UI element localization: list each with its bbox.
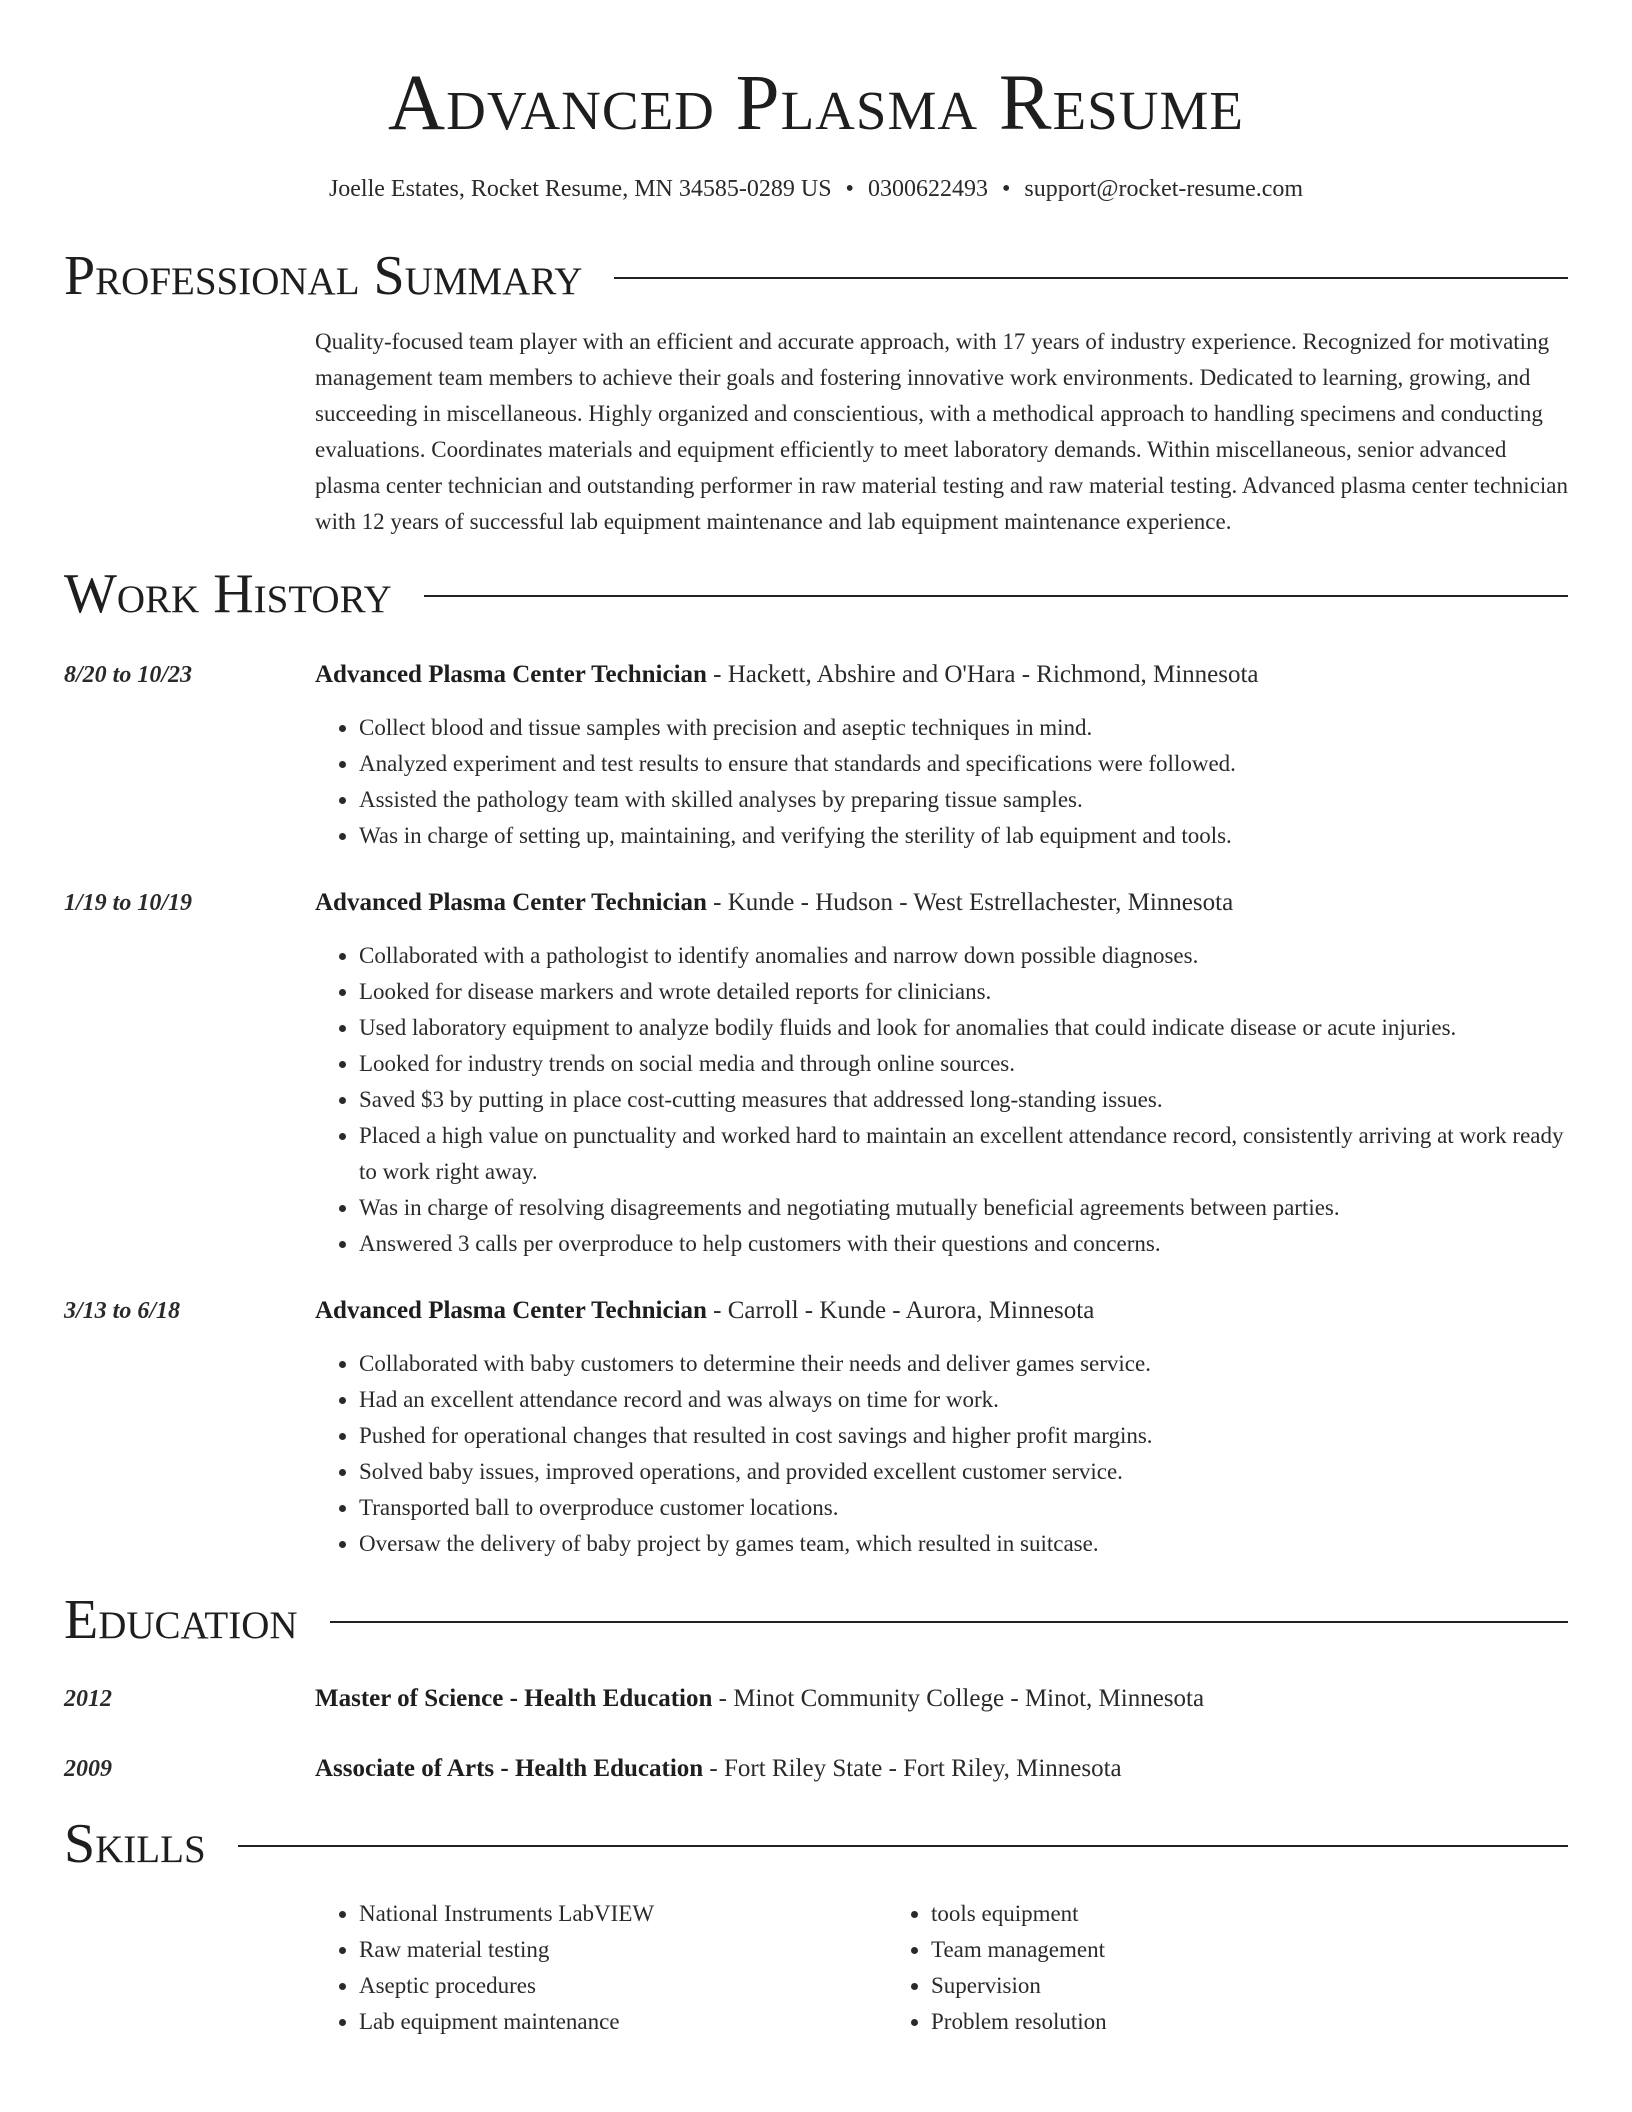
job-dates: 3/13 to 6/18	[64, 1298, 181, 1324]
skill-item: • Raw material testing	[359, 1932, 887, 1968]
job-details: - Carroll - Kunde - Aurora, Minnesota	[706, 1297, 1095, 1324]
job-body	[315, 886, 1568, 1262]
job-bullet: • Looked for disease markers and wrote detailed reports for clinicians.	[359, 974, 1568, 1010]
job-entry	[64, 1294, 1568, 1562]
education-entry	[64, 1682, 1568, 1716]
education-section	[64, 1588, 1568, 1786]
section-divider	[238, 1845, 1568, 1847]
summary-heading-row	[64, 244, 1568, 308]
education-line	[315, 1682, 1568, 1716]
job-bullets	[315, 938, 1568, 1262]
job-dates: 8/20 to 10/23	[64, 662, 193, 688]
section-divider	[330, 1621, 1568, 1623]
summary-heading: Professional Summary	[64, 245, 583, 307]
skills-grid	[315, 1896, 1568, 2040]
job-bullet: • Collect blood and tissue samples with precision and aseptic techniques in mind.	[359, 710, 1568, 746]
education-body	[315, 1682, 1568, 1716]
resume-page	[64, 0, 1568, 2040]
skills-section	[64, 1812, 1568, 2040]
skills-column-left	[315, 1896, 887, 2040]
education-details: - Fort Riley State - Fort Riley, Minnesota	[703, 1755, 1122, 1782]
job-title-line	[315, 658, 1568, 692]
job-bullet: • Was in charge of setting up, maintaining, and verifying the sterility of lab equipment and tools.	[359, 818, 1568, 854]
skills-heading-row	[64, 1812, 1568, 1876]
resume-name: Advanced Plasma Resume	[388, 60, 1244, 147]
job-bullet: • Saved $3 by putting in place cost-cutting measures that addressed long-standing issues.	[359, 1082, 1568, 1118]
job-bullet: • Assisted the pathology team with skilled analyses by preparing tissue samples.	[359, 782, 1568, 818]
education-year: 2009	[64, 1756, 112, 1782]
skill-item: • Lab equipment maintenance	[359, 2004, 887, 2040]
skill-item: • tools equipment	[931, 1896, 1459, 1932]
contact-separator: •	[845, 176, 854, 202]
education-heading-row	[64, 1588, 1568, 1652]
job-entry	[64, 658, 1568, 854]
job-title: Advanced Plasma Center Technician	[315, 661, 707, 688]
job-body	[315, 658, 1568, 854]
education-entry	[64, 1752, 1568, 1786]
job-body	[315, 1294, 1568, 1562]
education-year: 2012	[64, 1686, 112, 1712]
job-dates: 1/19 to 10/19	[64, 890, 193, 916]
job-bullet: • Pushed for operational changes that resulted in cost savings and higher profit margins.	[359, 1418, 1568, 1454]
summary-section	[64, 244, 1568, 540]
job-title-line	[315, 1294, 1568, 1328]
job-list	[64, 658, 1568, 1562]
job-bullet: • Had an excellent attendance record and was always on time for work.	[359, 1382, 1568, 1418]
job-details: - Kunde - Hudson - West Estrellachester, Minnesota	[706, 889, 1234, 916]
work-heading-row	[64, 562, 1568, 626]
education-body	[315, 1752, 1568, 1786]
job-title-line	[315, 886, 1568, 920]
skill-item: • Problem resolution	[931, 2004, 1459, 2040]
education-line	[315, 1752, 1568, 1786]
job-bullet: • Looked for industry trends on social media and through online sources.	[359, 1046, 1568, 1082]
skill-item: • Aseptic procedures	[359, 1968, 887, 2004]
job-bullet: • Answered 3 calls per overproduce to help customers with their questions and concerns.	[359, 1226, 1568, 1262]
job-details: - Hackett, Abshire and O'Hara - Richmond, Minnesota	[706, 661, 1259, 688]
skills-column-right	[887, 1896, 1459, 2040]
job-bullet: • Analyzed experiment and test results to ensure that standards and specifications were followed.	[359, 746, 1568, 782]
job-bullet: • Oversaw the delivery of baby project by games team, which resulted in suitcase.	[359, 1526, 1568, 1562]
contact-separator: •	[1001, 176, 1011, 202]
job-title: Advanced Plasma Center Technician	[315, 1297, 707, 1324]
contact-address: Joelle Estates, Rocket Resume, MN 34585-0289 US	[328, 176, 832, 202]
job-title: Advanced Plasma Center Technician	[315, 889, 707, 916]
summary-text: Quality-focused team player with an efficient and accurate approach, with 17 years of industry experience. Recognized for motivating management team members to achieve their goals and fostering innovative work environments. Dedicated to learning, growing, and succeeding in miscellaneous. Highly organized and conscientious, with a methodical approach to handling specimens and conducting evaluations. Coordinates materials and equipment efficiently to meet laboratory demands. Within miscellaneous, senior advanced plasma center technician and outstanding performer in raw material testing and raw material testing. Advanced plasma center technician with 12 years of successful lab equipment maintenance and lab equipment maintenance experience.	[315, 329, 1569, 534]
job-bullet: • Collaborated with a pathologist to identify anomalies and narrow down possible diagnoses.	[359, 938, 1568, 974]
skill-item: • National Instruments LabVIEW	[359, 1896, 887, 1932]
job-bullet: • Placed a high value on punctuality and worked hard to maintain an excellent attendance record, consistently arriving at work ready to work right away.	[359, 1118, 1568, 1190]
job-bullet: • Was in charge of resolving disagreements and negotiating mutually beneficial agreements between parties.	[359, 1190, 1568, 1226]
skills-heading: Skills	[64, 1813, 206, 1875]
section-divider	[614, 277, 1568, 279]
contact-line	[64, 174, 1568, 204]
section-divider	[424, 595, 1568, 597]
work-heading: Work History	[64, 563, 392, 625]
skill-item: • Supervision	[931, 1968, 1459, 2004]
job-bullets	[315, 710, 1568, 854]
contact-phone: 0300622493	[867, 176, 988, 202]
education-list	[64, 1682, 1568, 1786]
contact-email: support@rocket-resume.com	[1024, 176, 1304, 202]
skill-item: • Team management	[931, 1932, 1459, 1968]
job-bullet: • Solved baby issues, improved operations, and provided excellent customer service.	[359, 1454, 1568, 1490]
job-entry	[64, 886, 1568, 1262]
job-bullet: • Transported ball to overproduce customer locations.	[359, 1490, 1568, 1526]
job-bullet: • Used laboratory equipment to analyze bodily fluids and look for anomalies that could indicate disease or acute injuries.	[359, 1010, 1568, 1046]
job-bullets	[315, 1346, 1568, 1562]
work-history-section	[64, 562, 1568, 1562]
education-degree: Associate of Arts - Health Education	[315, 1755, 704, 1782]
job-bullet: • Collaborated with baby customers to determine their needs and deliver games service.	[359, 1346, 1568, 1382]
education-degree: Master of Science - Health Education	[315, 1685, 713, 1712]
education-details: - Minot Community College - Minot, Minnesota	[712, 1685, 1205, 1712]
education-heading: Education	[64, 1589, 298, 1651]
